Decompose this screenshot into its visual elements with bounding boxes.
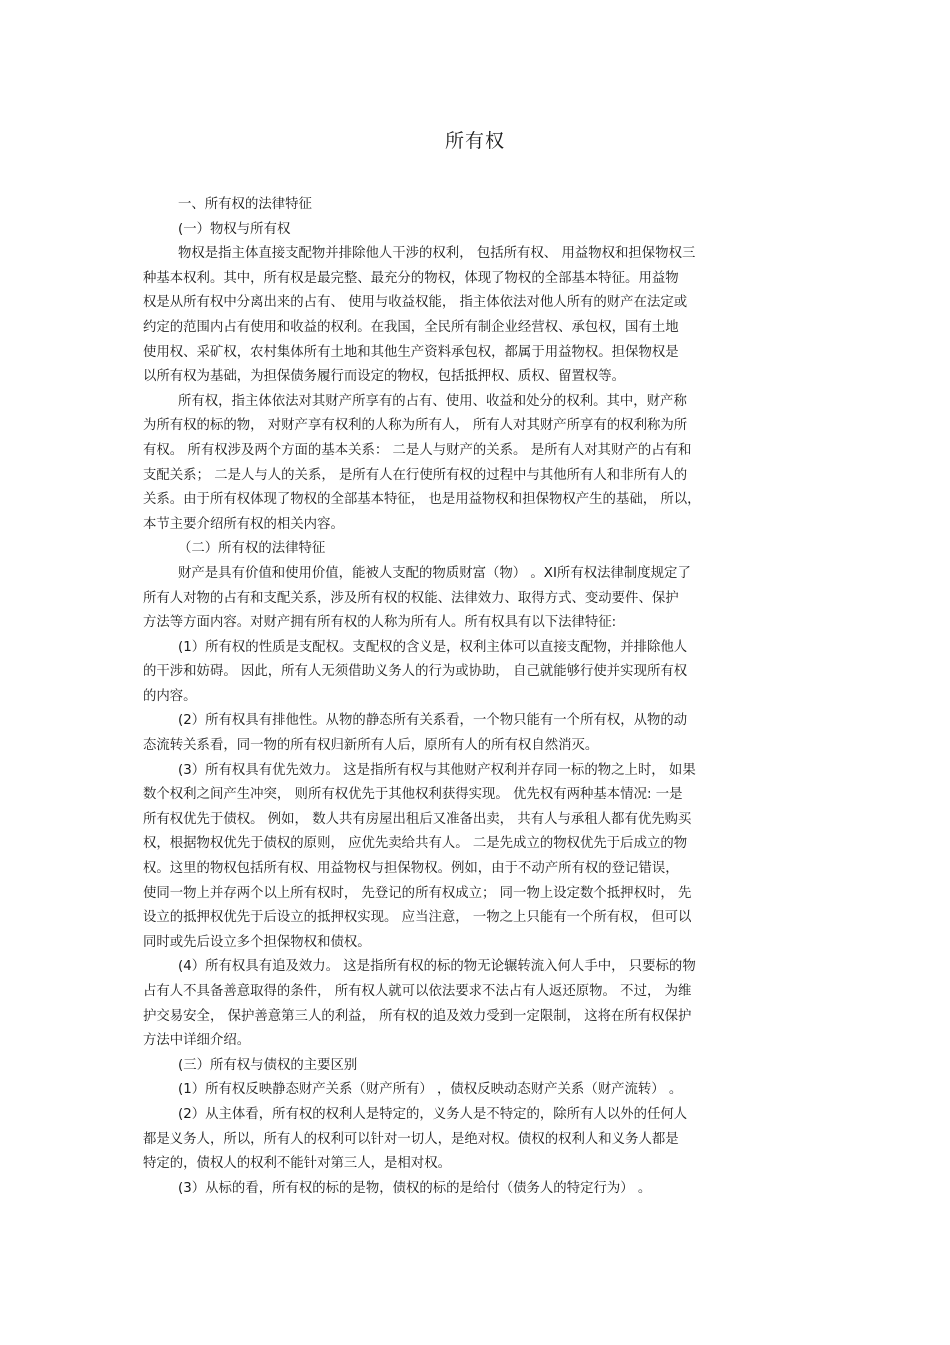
text-line: 同时或先后设立多个担保物权和债权。: [143, 934, 371, 950]
text-line: 使用权、采矿权，农村集体所有土地和其他生产资料承包权，都属于用益物权。担保物权是: [143, 344, 679, 360]
text-line: 本节主要介绍所有权的相关内容。: [143, 516, 344, 532]
text-line: 的内容。: [143, 688, 197, 704]
text-line: 有权。 所有权涉及两个方面的基本关系： 二是人与财产的关系。 是所有人对其财产的占有和: [143, 442, 692, 458]
document-body: [143, 193, 808, 1201]
text-line: 一、所有权的法律特征: [178, 197, 312, 212]
text-line: (2）从主体看，所有权的权利人是特定的，义务人是不特定的，除所有人以外的任何人: [178, 1106, 688, 1122]
text-line: 支配关系； 二是人与人的关系， 是所有人在行使所有权的过程中与其他所有人和非所有人的: [143, 467, 688, 483]
text-line: 方法等方面内容。对财产拥有所有权的人称为所有人。所有权具有以下法律特征:: [143, 615, 617, 631]
text-line: 所有人对物的占有和支配关系，涉及所有权的权能、法律效力、取得方式、变动要件、保护: [143, 590, 679, 606]
text-line: (三）所有权与债权的主要区别: [178, 1057, 358, 1073]
text-line: (4）所有权具有追及效力。 这是指所有权的标的物无论辗转流入何人手中， 只要标的物: [178, 959, 696, 975]
text-line: (1）所有权的性质是支配权。支配权的含义是，权利主体可以直接支配物，并排除他人: [178, 639, 688, 655]
text-line: 数个权利之间产生冲突， 则所有权优先于其他权利获得实现。 优先权有两种基本情况: 一是: [143, 787, 683, 803]
text-line: 方法中详细介绍。: [143, 1033, 251, 1049]
text-line: 关系。由于所有权体现了物权的全部基本特征， 也是用益物权和担保物权产生的基础， 所以，: [143, 492, 701, 508]
text-line: 的干涉和妨碍。 因此，所有人无须借助义务人的行为或协助， 自己就能够行使并实现所有权: [143, 664, 688, 680]
text-line: 种基本权利。其中，所有权是最完整、最充分的物权，体现了物权的全部基本特征。用益物: [143, 270, 679, 286]
text-line: 财产是具有价值和使用价值，能被人支配的物质财富（物） 。XI所有权法律制度规定了: [178, 565, 691, 581]
text-line: (一）物权与所有权: [178, 221, 291, 237]
text-line: 为所有权的标的物， 对财产享有权利的人称为所有人， 所有人对其财产所享有的权利称为所: [143, 418, 688, 434]
text-line: 物权是指主体直接支配物并排除他人干涉的权利， 包括所有权、 用益物权和担保物权三: [178, 246, 696, 262]
text-line: （二）所有权的法律特征: [178, 541, 326, 557]
text-line: (1）所有权反映静态财产关系（财产所有） ，债权反映动态财产关系（财产流转） 。: [178, 1082, 683, 1098]
text-line: 使同一物上并存两个以上所有权时， 先登记的所有权成立； 同一物上设定数个抵押权时， 先: [143, 885, 692, 901]
text-line: 设立的抵押权优先于后设立的抵押权实现。 应当注意， 一物之上只能有一个所有权， 但可以: [143, 910, 692, 926]
text-line: 以所有权为基础，为担保债务履行而设定的物权，包括抵押权、质权、留置权等。: [143, 369, 626, 385]
text-line: 权是从所有权中分离出来的占有、 使用与收益权能， 指主体依法对他人所有的财产在法定或: [143, 295, 688, 311]
text-line: 所有权，指主体依法对其财产所享有的占有、使用、收益和处分的权利。其中，财产称: [178, 393, 687, 409]
text-line: 约定的范围内占有使用和收益的权利。在我国，全民所有制企业经营权、承包权，国有土地: [143, 319, 679, 335]
page-title: 所有权: [444, 130, 505, 152]
text-line: 特定的，债权人的权利不能针对第三人，是相对权。: [143, 1156, 451, 1172]
text-line: 都是义务人，所以，所有人的权利可以针对一切人，是绝对权。债权的权利人和义务人都是: [143, 1131, 679, 1147]
text-line: (3）所有权具有优先效力。 这是指所有权与其他财产权利并存同一标的物之上时， 如果: [178, 762, 696, 778]
text-line: 占有人不具备善意取得的条件， 所有权人就可以依法要求不法占有人返还原物。 不过， 为维: [143, 984, 692, 999]
text-line: 态流转关系看，同一物的所有权归新所有人后，原所有人的所有权自然消灭。: [143, 738, 599, 754]
text-line: 所有权优先于债权。 例如， 数人共有房屋出租后又准备出卖， 共有人与承租人都有优先购买: [143, 811, 692, 827]
text-line: (2）所有权具有排他性。从物的静态所有关系看，一个物只能有一个所有权，从物的动: [178, 713, 688, 729]
text-line: 权，根据物权优先于债权的原则， 应优先卖给共有人。 二是先成立的物权优先于后成立的物: [143, 836, 688, 852]
text-line: (3）从标的看，所有权的标的是物，债权的标的是给付（债务人的特定行为） 。: [178, 1180, 652, 1196]
text-line: 权。这里的物权包括所有权、用益物权与担保物权。例如，由于不动产所有权的登记错误，: [143, 861, 679, 877]
text-line: 护交易安全， 保护善意第三人的利益， 所有权的追及效力受到一定限制， 这将在所有权保护: [143, 1008, 692, 1024]
